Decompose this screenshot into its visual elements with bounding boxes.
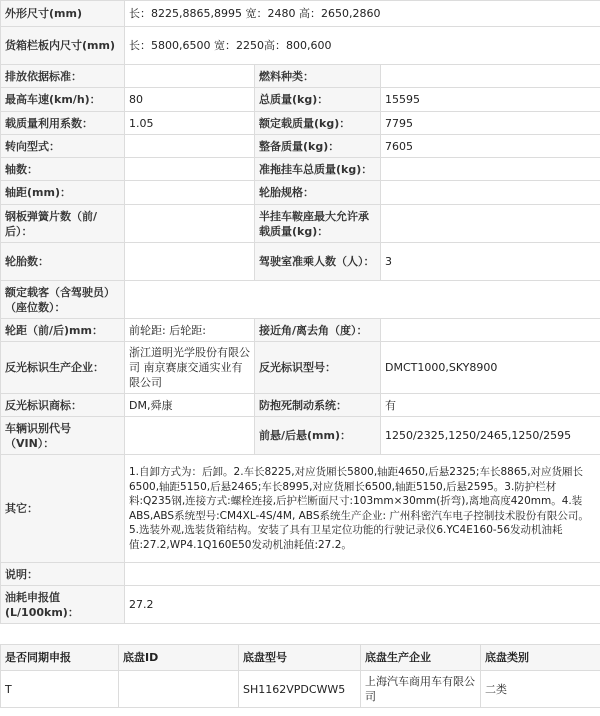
spec-row: [1, 417, 600, 455]
curb-mass-value: 7605: [381, 135, 600, 158]
steering-label: 转向型式：: [1, 135, 125, 158]
tire-spec-value: [381, 181, 600, 205]
other-value: 1.自卸方式为：后卸。2.车长8225,对应货厢长5800,轴距4650,后悬2325;车长8865,对应货厢长6500,轴距5150,后悬2465;车长8995,对应货厢长6500,轴距5150,后悬2595。3.防护栏材料:Q235钢,连接方式:螺栓连接,后护栏断面尺寸:103mm×30mm(折弯),离地高度420mm。4.装ABS,ABS系统型号:CM4XL-4S/4M, ABS系统生产企业: 广州科密汽车电子控制技术股份有限公司。5.选装外观,选装货箱结构。安装了具有卫星定位功能的行驶记录仪6.YC4E160-56发动机油耗值:27.2,WP4.1Q160E50发动机油耗值:27.2。: [125, 455, 600, 563]
speed-label: 最高车速(km/h)：: [1, 88, 125, 112]
fuel-value: [381, 65, 600, 88]
cell-sync: T: [1, 671, 119, 708]
rated-load-value: 7795: [381, 112, 600, 135]
total-mass-label: 总质量(kg)：: [255, 88, 381, 112]
total-mass-value: 15595: [381, 88, 600, 112]
angles-label: 接近角/离去角（度）：: [255, 319, 381, 342]
cab-seats-label: 驾驶室准乘人数（人）：: [255, 243, 381, 281]
spec-row: [1, 563, 600, 586]
vin-label: 车辆识别代号（VIN）：: [1, 417, 125, 455]
reflector-model-value: DMCT1000,SKY8900: [381, 342, 600, 394]
fuel-cons-label: 油耗申报值(L/100km)：: [1, 586, 125, 624]
axles-label: 轴数：: [1, 158, 125, 181]
spec-row: [1, 319, 600, 342]
track-label: 轮距（前/后)mm：: [1, 319, 125, 342]
spec-row: [1, 342, 600, 394]
spec-row: [1, 88, 600, 112]
table-row: [1, 671, 600, 708]
reflector-brand-label: 反光标识商标：: [1, 394, 125, 417]
cell-chassis-category: 二类: [481, 671, 600, 708]
load-util-value: 1.05: [125, 112, 255, 135]
cargo-value: 长：5800,6500 宽：2250高：800,600: [125, 27, 600, 65]
fuel-label: 燃料种类：: [255, 65, 381, 88]
passengers-value: [125, 281, 600, 319]
dims-value: 长：8225,8865,8995 宽：2480 高：2650,2860: [125, 1, 600, 27]
wheelbase-label: 轴距(mm)：: [1, 181, 125, 205]
fuel-cons-value: 27.2: [125, 586, 600, 624]
cargo-label: 货箱栏板内尺寸(mm): [1, 27, 125, 65]
angles-value: [381, 319, 600, 342]
note-label: 说明：: [1, 563, 125, 586]
track-value: 前轮距: 后轮距:: [125, 319, 255, 342]
rated-load-label: 额定载质量(kg)：: [255, 112, 381, 135]
cell-chassis-maker: 上海汽车商用车有限公司: [361, 671, 481, 708]
overhang-value: 1250/2325,1250/2465,1250/2595: [381, 417, 600, 455]
spec-row: [1, 281, 600, 319]
springs-value: [125, 205, 255, 243]
curb-mass-label: 整备质量(kg)：: [255, 135, 381, 158]
section-gap: [0, 624, 600, 644]
steering-value: [125, 135, 255, 158]
trailer-mass-value: [381, 158, 600, 181]
reflector-model-label: 反光标识型号：: [255, 342, 381, 394]
other-label: 其它：: [1, 455, 125, 563]
note-value: [125, 563, 600, 586]
abs-label: 防抱死制动系统：: [255, 394, 381, 417]
load-util-label: 载质量利用系数：: [1, 112, 125, 135]
header-chassis-category: 底盘类别: [481, 645, 600, 671]
springs-label: 钢板弹簧片数（前/后）：: [1, 205, 125, 243]
spec-row: [1, 158, 600, 181]
spec-row: [1, 1, 600, 27]
header-chassis-model: 底盘型号: [239, 645, 361, 671]
wheelbase-value: [125, 181, 255, 205]
cab-seats-value: 3: [381, 243, 600, 281]
dims-label: 外形尺寸(mm): [1, 1, 125, 27]
emission-value: [125, 65, 255, 88]
speed-value: 80: [125, 88, 255, 112]
passengers-label: 额定载客（含驾驶员）（座位数）：: [1, 281, 125, 319]
saddle-value: [381, 205, 600, 243]
spec-row: [1, 243, 600, 281]
tires-label: 轮胎数：: [1, 243, 125, 281]
tires-value: [125, 243, 255, 281]
vin-value: [125, 417, 255, 455]
header-chassis-maker: 底盘生产企业: [361, 645, 481, 671]
spec-row: [1, 205, 600, 243]
spec-row: [1, 455, 600, 563]
spec-row: [1, 135, 600, 158]
emission-label: 排放依据标准：: [1, 65, 125, 88]
trailer-mass-label: 准拖挂车总质量(kg)：: [255, 158, 381, 181]
reflector-brand-value: DM,舜康: [125, 394, 255, 417]
chassis-header-row: [1, 645, 600, 671]
spec-row: [1, 394, 600, 417]
spec-row: [1, 586, 600, 624]
spec-row: [1, 65, 600, 88]
spec-row: [1, 112, 600, 135]
axles-value: [125, 158, 255, 181]
abs-value: 有: [381, 394, 600, 417]
reflector-mfr-value: 浙江道明光学股份有限公司 南京赛康交通实业有限公司: [125, 342, 255, 394]
spec-row: [1, 181, 600, 205]
header-chassis-id: 底盘ID: [119, 645, 239, 671]
saddle-label: 半挂车鞍座最大允许承载质量(kg)：: [255, 205, 381, 243]
header-sync: 是否同期申报: [1, 645, 119, 671]
overhang-label: 前悬/后悬(mm)：: [255, 417, 381, 455]
spec-row: [1, 27, 600, 65]
cell-chassis-model: SH1162VPDCWW5: [239, 671, 361, 708]
cell-chassis-id: [119, 671, 239, 708]
tire-spec-label: 轮胎规格：: [255, 181, 381, 205]
reflector-mfr-label: 反光标识生产企业：: [1, 342, 125, 394]
chassis-table: [0, 644, 600, 708]
